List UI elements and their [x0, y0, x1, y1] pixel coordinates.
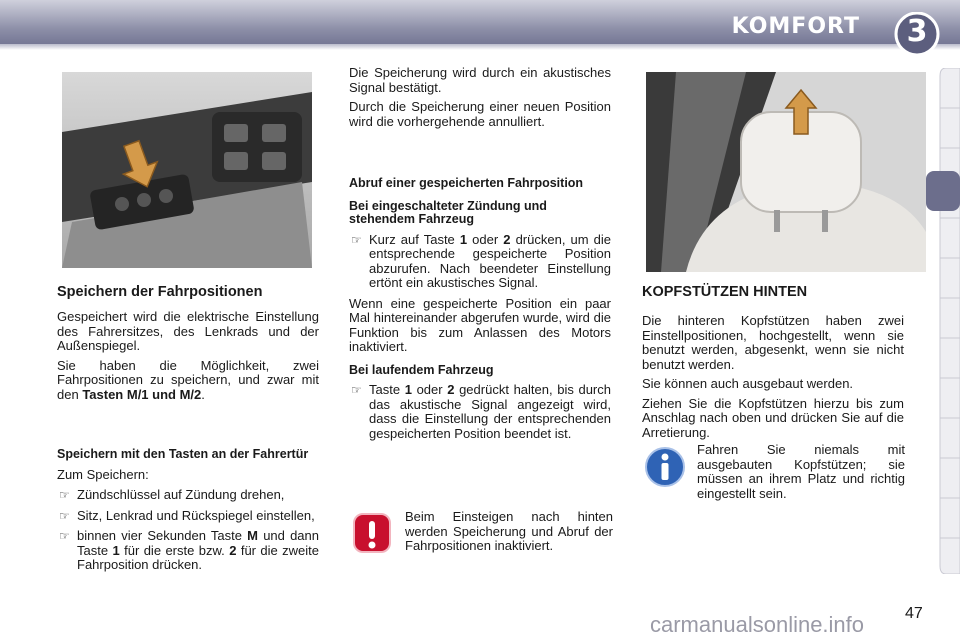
watermark: carmanualsonline.info — [650, 612, 865, 637]
chapter-tabs[interactable] — [926, 68, 960, 574]
list-item-text: Taste — [369, 382, 405, 397]
paragraph — [57, 359, 319, 403]
list-item — [57, 529, 319, 573]
list-item-text: für die zweite Fahrposition drücken. — [77, 542, 320, 572]
paragraph-text: Sie haben die Möglichkeit, zwei Fahrpositionen zu speichern, und zwar mit den — [57, 357, 319, 402]
exclamation-icon — [352, 512, 392, 554]
section-heading: Speichern der Fahrpositionen — [57, 284, 263, 300]
key-1: 1 — [404, 382, 412, 397]
chapter-number: 3 — [906, 14, 928, 49]
info-text: Fahren Sie niemals mit ausgebauten Kopfstützen; sie müssen an ihrem Platz und richtig eingestellt sein. — [697, 442, 905, 501]
list-item — [57, 509, 319, 524]
subheading: Abruf einer gespeicherten Fahrposition — [349, 176, 584, 190]
hand-pointer-icon: ☞ — [351, 383, 362, 397]
door-buttons-photo — [62, 72, 312, 268]
button-label: Tasten M/1 und M/2 — [82, 386, 202, 402]
hand-pointer-icon: ☞ — [59, 488, 70, 502]
list-item — [57, 488, 319, 503]
hand-pointer-icon: ☞ — [59, 508, 70, 523]
list-item-text: Sitz, Lenkrad und Rückspiegel einstellen, — [77, 507, 315, 523]
paragraph: Gespeichert wird die elektrische Einstellung des Fahrersitzes, des Lenkrads und der Außenspiegel. — [57, 309, 319, 353]
list-item-text: oder — [411, 382, 448, 397]
list-item-text: Kurz auf Taste — [369, 231, 460, 247]
list-item-text: für die erste bzw. — [119, 542, 230, 558]
key-2: 2 — [447, 382, 455, 397]
paragraph: Wenn eine gespeicherte Position ein paar Mal hintereinander abgerufen wurde, wird die Funktion bis zum Anlassen des Motors inaktiviert. — [349, 295, 611, 354]
left-column-lower — [57, 448, 319, 579]
key-m: M — [247, 528, 258, 543]
subheading: Bei eingeschalteter Zündung und stehendem Fahrzeug — [349, 198, 547, 226]
middle-column-recall — [349, 177, 611, 447]
list-item-text: oder — [467, 231, 504, 247]
middle-column — [349, 66, 611, 134]
subheading: Speichern mit den Tasten an der Fahrertür — [57, 447, 309, 461]
paragraph: Zum Speichern: — [57, 466, 149, 482]
paragraph-text: . — [201, 386, 205, 402]
key-2: 2 — [229, 542, 237, 558]
key-1: 1 — [112, 542, 120, 558]
paragraph: Durch die Speicherung einer neuen Position wird die vorhergehende annulliert. — [349, 99, 611, 129]
section-title: KOMFORT — [731, 14, 860, 39]
list-item-text: Zündschlüssel auf Zündung drehen, — [77, 487, 285, 502]
paragraph: Sie können auch ausgebaut werden. — [642, 376, 854, 391]
paragraph: Ziehen Sie die Kopfstützen hierzu bis zum Anschlag nach oben und drücken Sie auf die Arretierung. — [642, 395, 904, 440]
hand-pointer-icon: ☞ — [59, 529, 70, 543]
paragraph: Die hinteren Kopfstützen haben zwei Einstellpositionen, hochgestellt, wenn sie benutzt werden, abgesenkt, wenn sie nicht benutzt werden. — [642, 313, 904, 372]
right-column — [642, 284, 904, 445]
hand-pointer-icon: ☞ — [351, 232, 362, 247]
info-icon — [644, 446, 686, 488]
warning-text: Beim Einsteigen nach hinten werden Speicherung und Abruf der Fahrpositionen inaktiviert. — [405, 509, 613, 553]
section-heading: KOPFSTÜTZEN HINTEN — [642, 284, 808, 300]
headrest-photo — [646, 72, 926, 272]
list-item-text: und dann Taste — [77, 528, 319, 558]
list-item-text: drücken, um die entsprechende gespeicherte Position abzurufen. Nach beendeter Einstellung ertönt ein akustisches Signal. — [369, 231, 611, 290]
list-item-text: binnen vier Sekunden Taste — [77, 528, 248, 543]
key-2: 2 — [503, 231, 511, 247]
list-item — [349, 233, 611, 291]
list-item — [349, 383, 611, 441]
subheading: Bei laufendem Fahrzeug — [349, 362, 494, 377]
left-column — [57, 284, 319, 407]
paragraph: Die Speicherung wird durch ein akustisches Signal bestätigt. — [349, 65, 611, 95]
list-item-text: gedrückt halten, bis durch das akustische Signal angezeigt wird, dass die Einstellung der entsprechenden gespeicherten Position beendet ist. — [369, 382, 611, 441]
page-number: 47 — [905, 605, 923, 622]
key-1: 1 — [459, 231, 468, 247]
header-shadow — [0, 44, 960, 50]
